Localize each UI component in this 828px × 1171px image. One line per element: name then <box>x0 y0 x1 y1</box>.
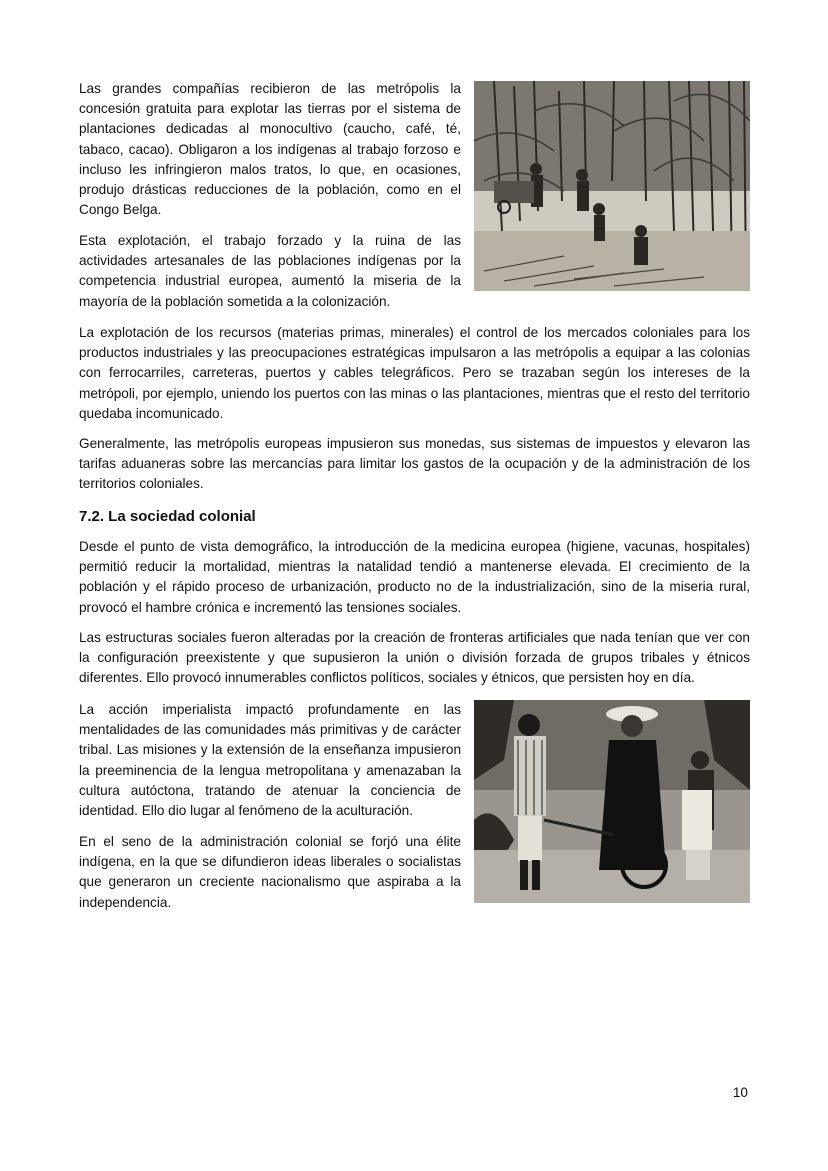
paragraph-infrastructure: La explotación de los recursos (materias primas, minerales) el control de los mercados coloniales para los productos industriales y las preocupaciones estratégicas impulsaron a las metrópolis a equipar a las colonias con ferrocarriles, carreteras, puertos y cables telegráficos. Pero se trazaban según los intereses de la metrópoli, por ejemplo, uniendo los puertos con las minas o las plantaciones, mientras que el resto del territorio quedaba incomunicado. <box>79 325 750 421</box>
paragraph-acculturation: La acción imperialista impactó profundamente en las mentalidades de las comunidades más primitivas y de carácter tribal. Las misiones y la extensión de la enseñanza impusieron la preeminencia de la lengua metropolitana y amenazaban la cultura autóctona, tratando de atenuar la conciencia de identidad. Ello dio lugar al fenómeno de la aculturación. <box>79 702 461 819</box>
paragraph-currencies: Generalmente, las metrópolis europeas impusieron sus monedas, sus sistemas de impuestos y elevaron las tarifas aduaneras sobre las mercancías para limitar los gastos de la ocupación y de la administración de los territorios coloniales. <box>79 436 750 492</box>
paragraph-elite: En el seno de la administración colonial se forjó una élite indígena, en la que se difundieron ideas liberales o socialistas que generaron un creciente nacionalismo que aspiraba a la independencia. <box>79 834 461 910</box>
paragraph-plantations: Las grandes compañías recibieron de las metrópolis la concesión gratuita para explotar las tierras por el sistema de plantaciones dedicadas al monocultivo (caucho, café, té, tabaco, cacao). Obligaron a los indígenas al trabajo forzoso e incluso les infringieron malos tratos, lo que, en ocasiones, produjo drásticas reducciones de la población, como en el Congo Belga. <box>79 81 461 218</box>
paragraph-demography: Desde el punto de vista demográfico, la introducción de la medicina europea (higiene, vacunas, hospitales) permitió reducir la mortalidad, mientras la natalidad tendió a mantenerse elevada. El crecimiento de la población y el rápido proceso de urbanización, producto no de la industrialización, sino de la miseria rural, provocó el hambre crónica e incrementó las tensiones sociales. <box>79 539 750 615</box>
section-heading: 7.2. La sociedad colonial <box>79 508 256 525</box>
paragraph-social-structures: Las estructuras sociales fueron alteradas por la creación de fronteras artificiales que nada tenían que ver con la configuración preexistente y que supusieron la unión o división forzada de grupos tribales y étnicos diferentes. Ello provocó innumerables conflictos políticos, sociales y étnicos, que persisten hoy en día. <box>79 630 750 686</box>
paragraph-exploitation: Esta explotación, el trabajo forzado y la ruina de las actividades artesanales de las poblaciones indígenas por la competencia industrial europea, aumentó la miseria de la mayoría de la población sometida a la colonización. <box>79 233 461 309</box>
page-number: 10 <box>732 1085 748 1100</box>
plantation-workers-image <box>474 81 750 291</box>
missionary-photo <box>474 700 750 903</box>
